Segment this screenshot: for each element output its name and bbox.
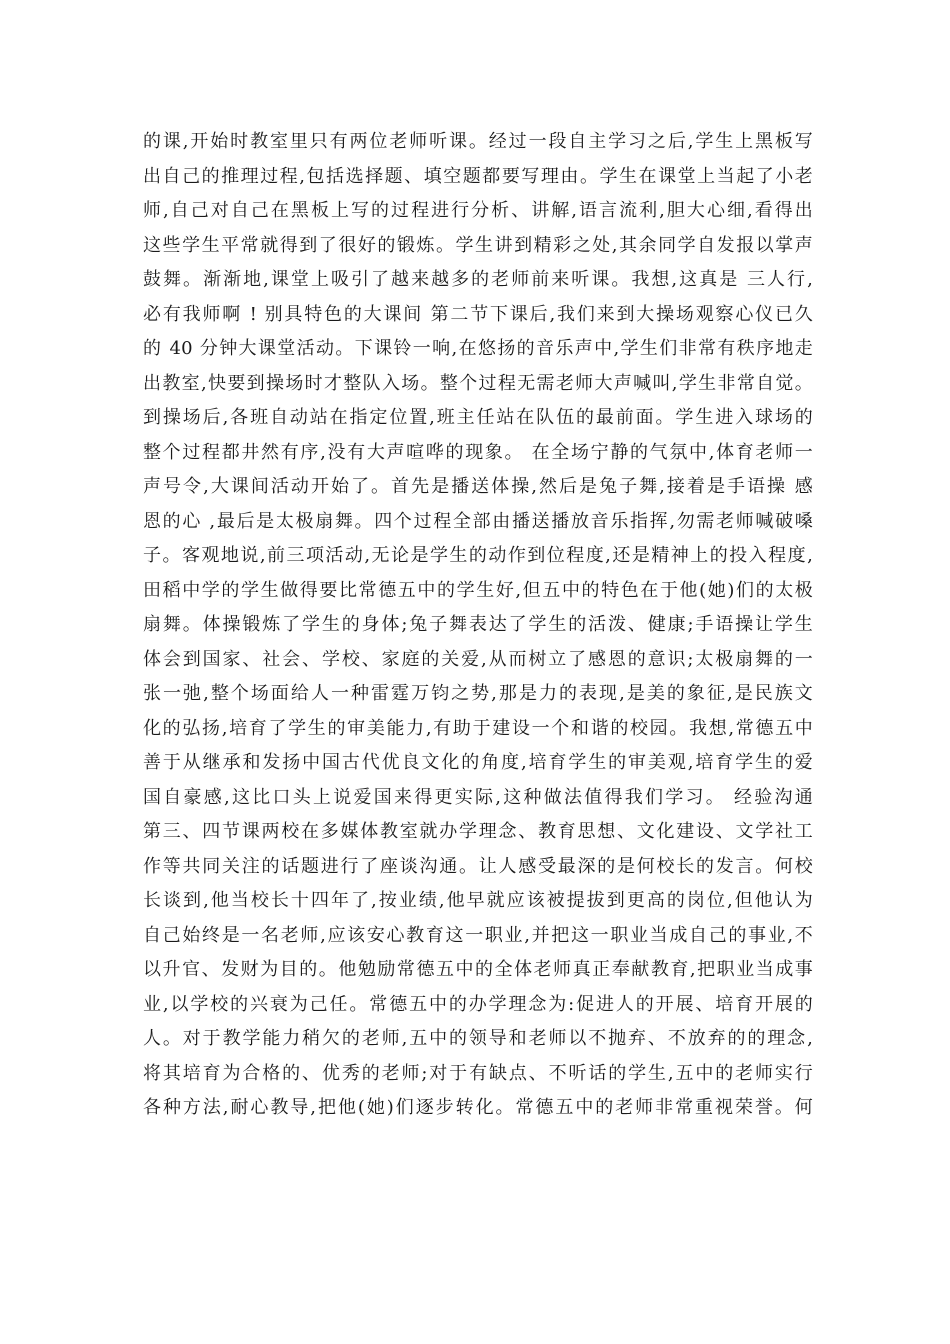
text-line: 整个过程都井然有序,没有大声喧哗的现象。 在全场宁静的气氛中,体育老师一 [143,441,813,463]
text-line: 这些学生平常就得到了很好的锻炼。学生讲到精彩之处,其余同学自发报以掌声 [143,234,813,256]
text-line: 作等共同关注的话题进行了座谈沟通。让人感受最深的是何校长的发言。何校 [143,855,813,877]
text-line: 扇舞。体操锻炼了学生的身体;兔子舞表达了学生的活泼、健康;手语操让学生 [143,614,813,635]
text-line: 张一弛,整个场面给人一种雷霆万钧之势,那是力的表现,是美的象征,是民族文 [143,683,813,704]
text-line: 子。客观地说,前三项活动,无论是学生的动作到位程度,还是精神上的投入程度, [143,545,813,566]
text-line: 善于从继承和发扬中国古代优良文化的角度,培育学生的审美观,培育学生的爱 [143,752,813,773]
text-line: 国自豪感,这比口头上说爱国来得更实际,这种做法值得我们学习。 经验沟通 [143,786,813,808]
text-line: 化的弘扬,培育了学生的审美能力,有助于建设一个和谐的校园。我想,常德五中 [143,717,813,739]
text-line: 各种方法,耐心教导,把他(她)们逐步转化。常德五中的老师非常重视荣誉。何 [143,1097,813,1118]
text-line: 必有我师啊 ! 别具特色的大课间 第二节下课后,我们来到大操场观察心仪已久 [143,303,813,325]
body-text [143,125,813,1126]
text-line: 的课,开始时教室里只有两位老师听课。经过一段自主学习之后,学生上黑板写 [143,131,813,152]
text-line: 以升官、发财为目的。他勉励常德五中的全体老师真正奉献教育,把职业当成事 [143,959,813,980]
text-line: 将其培育为合格的、优秀的老师;对于有缺点、不听话的学生,五中的老师实行 [143,1062,813,1084]
text-line: 到操场后,各班自动站在指定位置,班主任站在队伍的最前面。学生进入球场的 [143,407,813,428]
text-line: 声号令,大课间活动开始了。首先是播送体操,然后是兔子舞,接着是手语操 感 [143,476,813,497]
text-line: 体会到国家、社会、学校、家庭的关爱,从而树立了感恩的意识;太极扇舞的一 [143,648,813,670]
text-line: 恩的心 ,最后是太极扇舞。四个过程全部由播送播放音乐指挥,勿需老师喊破嗓 [143,510,813,532]
text-line: 出自己的推理过程,包括选择题、填空题都要写理由。学生在课堂上当起了小老 [143,165,813,187]
text-line: 田稻中学的学生做得要比常德五中的学生好,但五中的特色在于他(她)们的太极 [143,579,813,601]
text-line: 人。对于教学能力稍欠的老师,五中的领导和老师以不抛弃、不放弃的的理念, [143,1028,813,1049]
text-line: 业,以学校的兴衰为己任。常德五中的办学理念为:促进人的开展、培育开展的 [143,993,813,1015]
text-line: 自己始终是一名老师,应该安心教育这一职业,并把这一职业当成自己的事业,不 [143,924,813,946]
text-line: 的 40 分钟大课堂活动。下课铃一响,在悠扬的音乐声中,学生们非常有秩序地走 [143,338,813,359]
text-line: 长谈到,他当校长十四年了,按业绩,他早就应该被提拔到更高的岗位,但他认为 [143,890,813,911]
text-line: 出教室,快要到操场时才整队入场。整个过程无需老师大声喊叫,学生非常自觉。 [143,372,813,394]
text-line: 鼓舞。渐渐地,课堂上吸引了越来越多的老师前来听课。我想,这真是 三人行, [143,269,813,290]
text-line: 第三、四节课两校在多媒体教室就办学理念、教育思想、文化建设、文学社工 [143,821,813,842]
text-line: 师,自己对自己在黑板上写的过程进行分析、讲解,语言流利,胆大心细,看得出 [143,200,813,221]
